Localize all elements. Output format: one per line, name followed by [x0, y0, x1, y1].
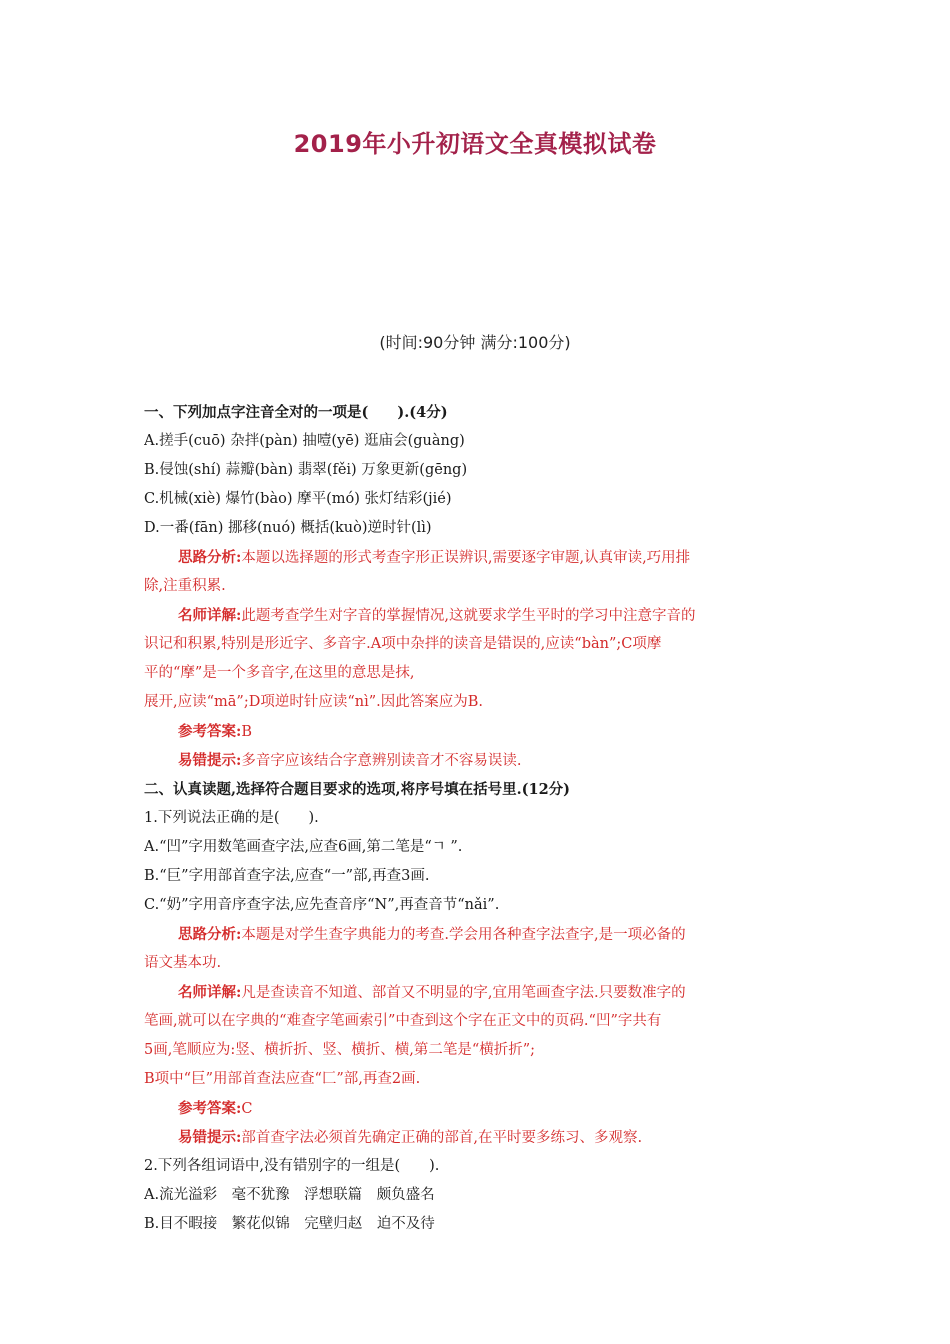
detail-cont: B项中“巨”用部首查法应查“匚”部,再查2画.	[144, 1071, 421, 1087]
analysis-cont: 除,注重积累.	[144, 578, 226, 594]
sub-question-1: 1.下列说法正确的是( ).	[144, 810, 319, 826]
analysis-label: 思路分析:	[178, 926, 242, 943]
answer-label: 参考答案:	[178, 723, 242, 740]
detail-text: 凡是查读音不知道、部首又不明显的字,宜用笔画查字法.只要数准字的	[241, 985, 686, 1001]
detail-label: 名师详解:	[178, 984, 242, 1001]
option-b: B.侵蚀(shí) 蒜瓣(bàn) 翡翠(fěi) 万象更新(gēng)	[144, 462, 468, 478]
detail	[144, 601, 812, 630]
detail-cont: 5画,笔顺应为:竖、横折折、竖、横折、横,第二笔是“横折折”;	[144, 1042, 536, 1058]
detail-cont: 展开,应读“mā”;D项逆时针应读“nì”.因此答案应为B.	[144, 694, 484, 710]
tip	[144, 746, 812, 775]
analysis-text: 本题是对学生查字典能力的考查.学会用各种查字法查字,是一项必备的	[241, 927, 686, 943]
answer-label: 参考答案:	[178, 1100, 242, 1117]
answer	[144, 1094, 812, 1123]
option-a: A.搓手(cuō) 杂拌(pàn) 抽噎(yē) 逛庙会(guàng)	[144, 433, 465, 449]
tip-text: 部首查字法必须首先确定正确的部首,在平时要多练习、多观察.	[241, 1130, 643, 1146]
option-d: D.一番(fān) 挪移(nuó) 概括(kuò)逆时针(lì)	[144, 520, 432, 536]
detail-cont: 识记和积累,特别是形近字、多音字.A项中杂拌的读音是错误的,应读“bàn”;C项摩	[144, 636, 662, 652]
tip-text: 多音字应该结合字意辨别读音才不容易误读.	[241, 753, 522, 769]
option-a: A.流光溢彩 毫不犹豫 浮想联篇 颇负盛名	[144, 1187, 435, 1203]
detail-cont: 笔画,就可以在字典的“难查字笔画索引”中查到这个字在正文中的页码.“凹”字共有	[144, 1013, 662, 1029]
detail-label: 名师详解:	[178, 607, 242, 624]
exam-content	[144, 398, 812, 1239]
analysis	[144, 920, 812, 949]
sub-question-2: 2.下列各组词语中,没有错别字的一组是( ).	[144, 1158, 440, 1174]
answer-text: C	[241, 1101, 253, 1117]
answer	[144, 717, 812, 746]
detail-cont: 平的“摩”是一个多音字,在这里的意思是抹,	[144, 665, 415, 681]
exam-info: (时间:90分钟 满分:100分)	[379, 333, 571, 352]
detail-text: 此题考查学生对字音的掌握情况,这就要求学生平时的学习中注意字音的	[241, 608, 696, 624]
option-c: C.机械(xiè) 爆竹(bào) 摩平(mó) 张灯结彩(jié)	[144, 491, 452, 507]
analysis-text: 本题以选择题的形式考查字形正误辨识,需要逐字审题,认真审读,巧用排	[241, 550, 691, 566]
detail	[144, 978, 812, 1007]
analysis-label: 思路分析:	[178, 549, 242, 566]
section-heading-1: 一、下列加点字注音全对的一项是( ).(4分)	[144, 404, 448, 421]
option-b: B.“巨”字用部首查字法,应查“一”部,再查3画.	[144, 868, 430, 884]
analysis-cont: 语文基本功.	[144, 955, 222, 971]
section-heading-2: 二、认真读题,选择符合题目要求的选项,将序号填在括号里.(12分)	[144, 781, 571, 798]
page-title: 2019年小升初语文全真模拟试卷	[293, 130, 657, 158]
option-a: A.“凹”字用数笔画查字法,应查6画,第二笔是“ㄱ ”.	[144, 839, 463, 855]
answer-text: B	[241, 724, 253, 740]
tip-label: 易错提示:	[178, 752, 242, 769]
option-c: C.“奶”字用音序查字法,应先查音序“N”,再查音节“nǎi”.	[144, 897, 500, 913]
tip-label: 易错提示:	[178, 1129, 242, 1146]
option-b: B.目不暇接 繁花似锦 完壁归赵 迫不及待	[144, 1216, 435, 1232]
tip	[144, 1123, 812, 1152]
analysis	[144, 543, 812, 572]
